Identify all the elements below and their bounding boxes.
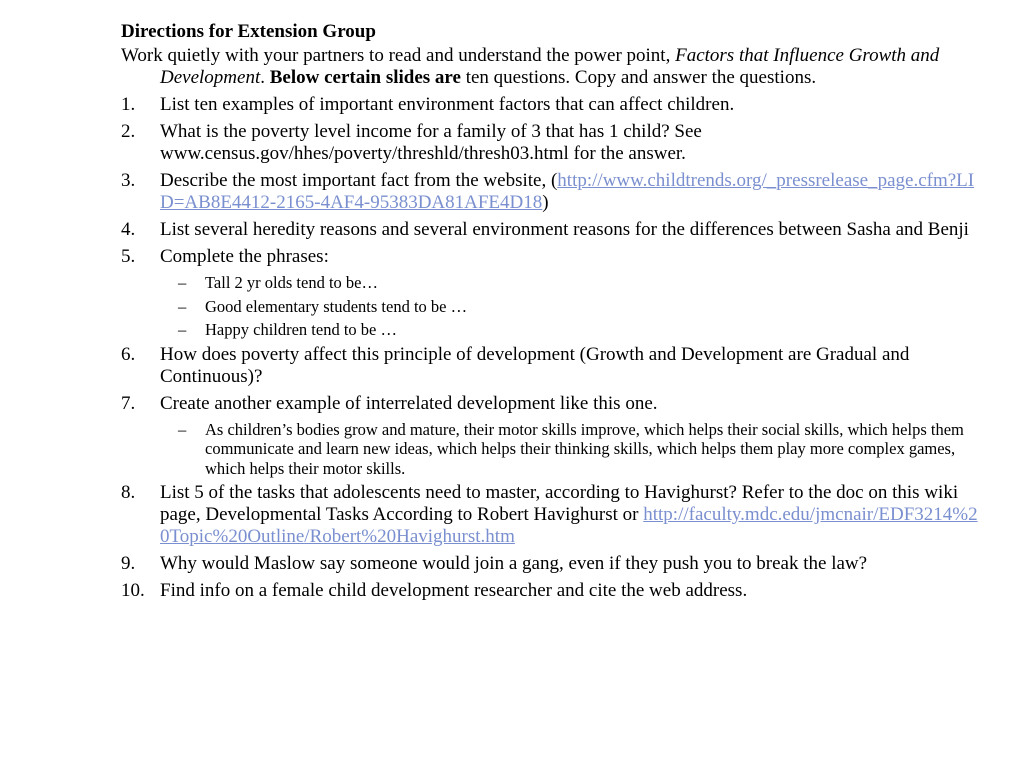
question-number: 2.: [121, 121, 136, 142]
question-text: List several heredity reasons and several environment reasons for the differences between Sasha and Benji: [160, 219, 969, 240]
question-4: [121, 219, 981, 241]
question-number: 9.: [121, 553, 136, 574]
question-number: 3.: [121, 170, 136, 191]
intro-bold-text: Below certain slides are: [269, 67, 461, 88]
question-text: How does poverty affect this principle of development (Growth and Development are Gradual and Continuous)?: [160, 343, 910, 387]
question-7: [121, 393, 981, 415]
dash-bullet: –: [178, 419, 187, 439]
phrase-text: Happy children tend to be …: [205, 320, 397, 339]
question-text: What is the poverty level income for a family of 3 that has 1 child? See www.census.gov/hhes/poverty/threshld/thresh03.html for the answer.: [160, 121, 702, 164]
dash-bullet: –: [178, 296, 187, 316]
question-number: 10.: [121, 580, 145, 601]
question-text: Complete the phrases:: [160, 246, 329, 267]
phrase-text: Good elementary students tend to be …: [205, 296, 468, 316]
question-text: List ten examples of important environment factors that can affect children.: [160, 94, 735, 115]
example-text: As children’s bodies grow and mature, their motor skills improve, which helps their social skills, which helps them communicate and learn new ideas, which helps their thinking skills, which helps them play more complex games, which helps their motor skills.: [205, 419, 964, 478]
question-2: [121, 121, 981, 165]
question-number: 6.: [121, 343, 136, 365]
development-example: [121, 420, 981, 479]
phrase-item: [121, 297, 981, 317]
presentation-title: Factors that Influence Growth and Development: [160, 45, 940, 88]
question-text: List 5 of the tasks that adolescents need to master, according to Havighurst? Refer to the doc on this wiki page, Developmental Tasks According to Robert Havighurst or: [160, 482, 959, 525]
intro-text-after-title: .: [260, 67, 270, 88]
dash-bullet: –: [178, 320, 187, 339]
directions-heading: Directions for Extension Group: [121, 21, 376, 42]
phrase-item: [121, 320, 981, 340]
question-number: 5.: [121, 246, 136, 267]
phrase-item: [121, 273, 981, 293]
question-1: [121, 94, 981, 116]
question-number: 7.: [121, 392, 136, 414]
question-text: Describe the most important fact from the website, (: [160, 170, 558, 191]
question-8: [121, 482, 981, 548]
question-6: [121, 344, 981, 388]
question-text: Create another example of interrelated development like this one.: [160, 392, 658, 414]
havighurst-link[interactable]: http://faculty.mdc.edu/jmcnair/EDF3214%20Topic%20Outline/Robert%20Havighurst.htm: [160, 504, 978, 547]
document-page: [121, 20, 981, 607]
question-number: 1.: [121, 94, 136, 115]
question-text-end: ): [542, 192, 549, 213]
question-5: [121, 246, 981, 268]
question-3: [121, 170, 981, 214]
question-10: [121, 580, 981, 602]
question-text: Why would Maslow say someone would join a gang, even if they push you to break the law?: [160, 553, 868, 574]
question-text: Find info on a female child development researcher and cite the web address.: [160, 580, 748, 601]
question-9: [121, 553, 981, 575]
dash-bullet: –: [178, 273, 187, 292]
intro-paragraph: [121, 45, 981, 89]
intro-text-end: ten questions. Copy and answer the questions.: [460, 67, 817, 88]
question-number: 8.: [121, 482, 136, 503]
phrase-text: Tall 2 yr olds tend to be…: [205, 273, 378, 292]
intro-text-before: Work quietly with your partners to read and understand the power point,: [121, 45, 676, 66]
question-number: 4.: [121, 219, 136, 240]
childtrends-link[interactable]: http://www.childtrends.org/_pressrelease_page.cfm?LID=AB8E4412-2165-4AF4-95383DA81AFE4D18: [160, 170, 975, 213]
